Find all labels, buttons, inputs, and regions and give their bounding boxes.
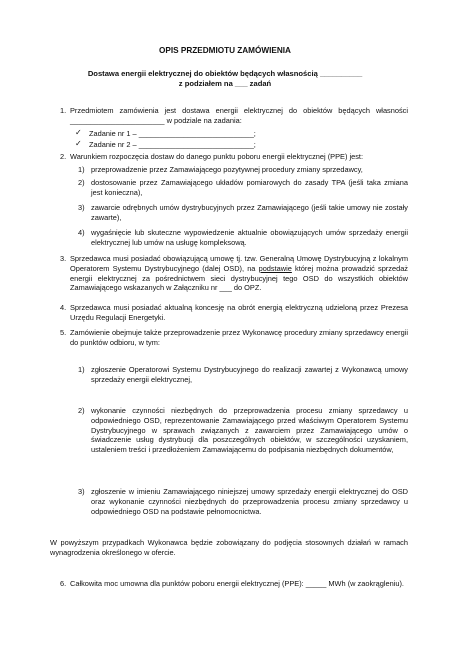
- condition-4-text: wygaśnięcie lub skuteczne wypowiedzenie aktualnie obowiązujących umów sprzedaży energii elektrycznej lub umów na usługę kompleksową.: [91, 228, 408, 247]
- condition-3-number: 3): [78, 203, 85, 212]
- scope-2-number: 2): [78, 406, 85, 415]
- item-4-number: 4.: [60, 303, 67, 312]
- page-title: OPIS PRZEDMIOTU ZAMÓWIENIA: [159, 46, 291, 55]
- task-1: Zadanie nr 1 – ____________________________;: [89, 129, 256, 138]
- item-3-text-a: Sprzedawca musi posiadać obowiązującą umowę tj. tzw. Generalną Umowę Dystrybucyjną z lokalnym Operatorem Systemu Dystrybucyjnego (dalej OSD), na: [70, 254, 408, 273]
- check-icon: ✓: [75, 128, 82, 137]
- item-3-text: [70, 254, 408, 293]
- item-3-number: 3.: [60, 254, 67, 263]
- condition-3-text: zawarcie odrębnych umów dystrybucyjnych przez Zamawiającego (jeśli takie umowy nie zostały zawarte),: [91, 203, 408, 222]
- scope-2-text: wykonanie czynności niezbędnych do przeprowadzenia procesu zmiany sprzedawcy u odpowiedniego OSD, reprezentowanie Zamawiającego przed właściwym Operatorem Systemu Dystrybucyjnego w sprawach związanych z zawarciem przez Zamawiającego umów o świadczenie usług dystrybucji dla poszczególnych obiektów, w szczególności uzyskaniem, ustaleniem treści i przedłożeniem Zamawiającemu do podpisania niezbędnych dokumentów,: [91, 406, 408, 455]
- item-6-number: 6.: [60, 579, 67, 588]
- item-5-number: 5.: [60, 328, 67, 337]
- scope-3-text: zgłoszenie w imieniu Zamawiającego niniejszej umowy sprzedaży energii elektrycznej do OSD oraz wykonanie czynności niezbędnych do przeprowadzenia procesu zmiany sprzedawcy u odpowiedniego OSD na podstawie pełnomocnictwa.: [91, 487, 408, 516]
- item-1-text: Przedmiotem zamówienia jest dostawa energii elektrycznej do obiektów będących własności _______________________ w podziale na zadania:: [70, 106, 408, 125]
- item-3-underlined-word: podstawie: [258, 263, 292, 273]
- subtitle-line-2: z podziałem na ___ zadań: [178, 79, 272, 89]
- item-3-text-b: której można prowadzić sprzedaż energii elektrycznej za pośrednictwem sieci dystrybucyjnej tego OSD do wszystkich obiektów Zamawiającego wskazanych w Załączniku nr ___ do OPZ.: [70, 263, 408, 293]
- condition-1-text: przeprowadzenie przez Zamawiającego pozytywnej procedury zmiany sprzedawcy,: [91, 165, 363, 174]
- item-2-number: 2.: [60, 152, 67, 161]
- subtitle-line-1: Dostawa energii elektrycznej do obiektów będących własnością __________: [87, 69, 363, 78]
- check-icon: ✓: [75, 139, 82, 148]
- page-subtitle: [40, 69, 410, 90]
- closing-paragraph: W powyższym przypadkach Wykonawca będzie zobowiązany do podjęcia stosownych działań w ramach wynagrodzenia określonego w ofercie.: [50, 538, 408, 557]
- item-5-text: Zamówienie obejmuje także przeprowadzenie przez Wykonawcę procedury zmiany sprzedawcy energii do punktów odbioru, w tym:: [70, 328, 408, 347]
- task-2: Zadanie nr 2 – ____________________________;: [89, 140, 256, 149]
- scope-1-number: 1): [78, 365, 85, 374]
- item-6-text: Całkowita moc umowna dla punktów poboru energii elektrycznej (PPE): _____ MWh (w zaokrągleniu).: [70, 579, 404, 588]
- scope-1-text: zgłoszenie Operatorowi Systemu Dystrybucyjnego do realizacji zawartej z Wykonawcą umowy sprzedaży energii elektrycznej,: [91, 365, 408, 384]
- condition-4-number: 4): [78, 228, 85, 237]
- item-2-text: Warunkiem rozpoczęcia dostaw do danego punktu poboru energii elektrycznej (PPE) jest:: [70, 152, 364, 161]
- item-1-number: 1.: [60, 106, 67, 115]
- condition-1-number: 1): [78, 165, 85, 174]
- condition-2-number: 2): [78, 178, 85, 187]
- condition-2-text: dostosowanie przez Zamawiającego układów pomiarowych do zasady TPA (jeśli taka zmiana jest konieczna),: [91, 178, 408, 197]
- item-4-text: Sprzedawca musi posiadać aktualną koncesję na obrót energią elektryczną udzieloną przez Prezesa Urzędu Regulacji Energetyki.: [70, 303, 408, 322]
- scope-3-number: 3): [78, 487, 85, 496]
